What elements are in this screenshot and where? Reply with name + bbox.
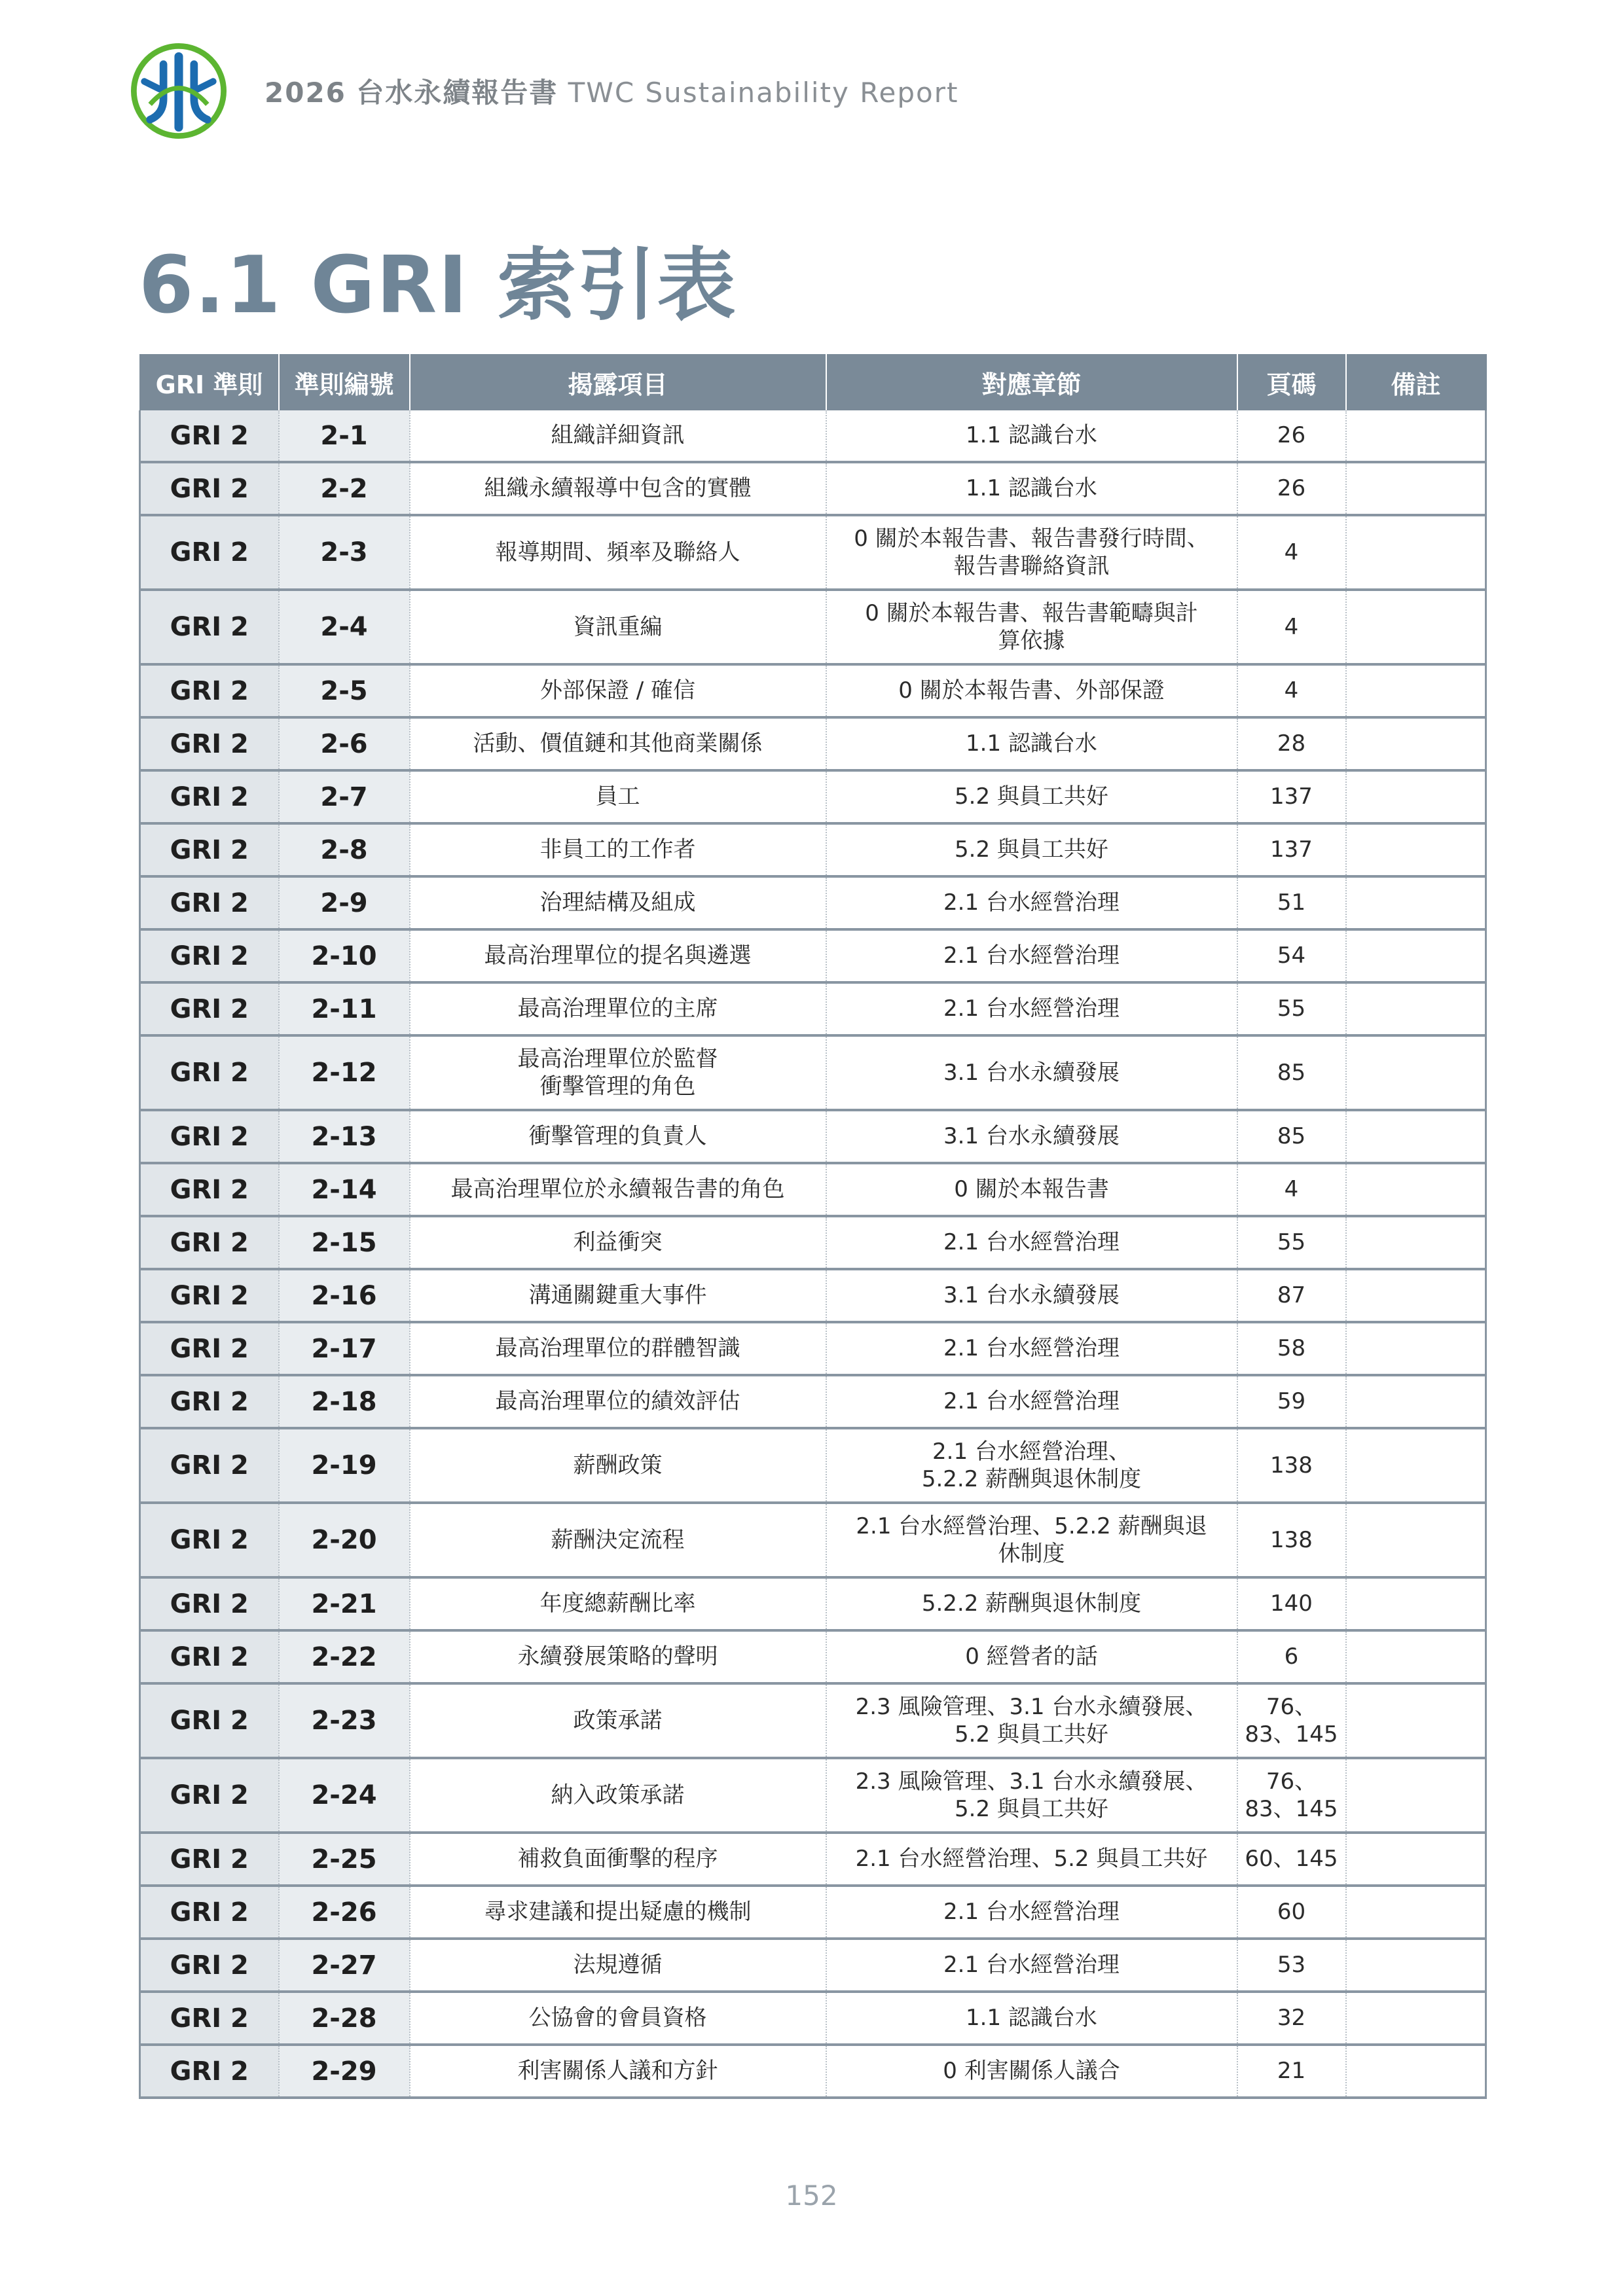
disclosure-cell: 公協會的會員資格 (410, 1992, 826, 2045)
table-row (140, 929, 1486, 982)
gri-standard-cell: GRI 2 (140, 982, 279, 1035)
note-cell (1346, 1630, 1486, 1683)
note-cell (1346, 664, 1486, 717)
standard-number-cell: 2-15 (279, 1216, 410, 1269)
column-header-section: 對應章節 (826, 354, 1237, 410)
page-cell: 32 (1237, 1992, 1346, 2045)
gri-standard-cell: GRI 2 (140, 1035, 279, 1110)
standard-number-cell: 2-29 (279, 2045, 410, 2098)
note-cell (1346, 1503, 1486, 1577)
table-row (140, 664, 1486, 717)
table-row (140, 1035, 1486, 1110)
table-row (140, 1503, 1486, 1577)
disclosure-cell: 衝擊管理的負責人 (410, 1110, 826, 1163)
disclosure-cell: 資訊重編 (410, 590, 826, 664)
disclosure-cell: 最高治理單位於監督 衝擊管理的角色 (410, 1035, 826, 1110)
standard-number-cell: 2-1 (279, 410, 410, 462)
gri-standard-cell: GRI 2 (140, 1375, 279, 1428)
table-row (140, 1833, 1486, 1886)
note-cell (1346, 1992, 1486, 2045)
page-cell: 55 (1237, 982, 1346, 1035)
gri-standard-cell: GRI 2 (140, 590, 279, 664)
standard-number-cell: 2-2 (279, 462, 410, 515)
note-cell (1346, 1163, 1486, 1216)
disclosure-cell: 最高治理單位的主席 (410, 982, 826, 1035)
disclosure-cell: 組織永續報導中包含的實體 (410, 462, 826, 515)
section-cell: 0 關於本報告書、報告書範疇與計 算依據 (826, 590, 1237, 664)
page-cell: 4 (1237, 664, 1346, 717)
section-cell: 1.1 認識台水 (826, 462, 1237, 515)
disclosure-cell: 員工 (410, 770, 826, 823)
section-cell: 3.1 台水永續發展 (826, 1035, 1237, 1110)
note-cell (1346, 1833, 1486, 1886)
note-cell (1346, 1110, 1486, 1163)
standard-number-cell: 2-6 (279, 717, 410, 770)
section-cell: 0 關於本報告書、報告書發行時間、 報告書聯絡資訊 (826, 515, 1237, 590)
table-row (140, 770, 1486, 823)
gri-standard-cell: GRI 2 (140, 1683, 279, 1758)
section-cell: 1.1 認識台水 (826, 410, 1237, 462)
note-cell (1346, 2045, 1486, 2098)
note-cell (1346, 1322, 1486, 1375)
gri-standard-cell: GRI 2 (140, 1269, 279, 1322)
disclosure-cell: 納入政策承諾 (410, 1758, 826, 1833)
gri-standard-cell: GRI 2 (140, 664, 279, 717)
disclosure-cell: 永續發展策略的聲明 (410, 1630, 826, 1683)
section-cell: 5.2 與員工共好 (826, 823, 1237, 876)
standard-number-cell: 2-18 (279, 1375, 410, 1428)
disclosure-cell: 最高治理單位的群體智識 (410, 1322, 826, 1375)
note-cell (1346, 590, 1486, 664)
page-cell: 76、 83、145 (1237, 1683, 1346, 1758)
column-header-page: 頁碼 (1237, 354, 1346, 410)
page-cell: 4 (1237, 590, 1346, 664)
note-cell (1346, 1939, 1486, 1992)
section-cell: 5.2 與員工共好 (826, 770, 1237, 823)
gri-standard-cell: GRI 2 (140, 1428, 279, 1503)
disclosure-cell: 政策承諾 (410, 1683, 826, 1758)
page-cell: 26 (1237, 410, 1346, 462)
note-cell (1346, 1428, 1486, 1503)
standard-number-cell: 2-22 (279, 1630, 410, 1683)
page-cell: 26 (1237, 462, 1346, 515)
page-cell: 60 (1237, 1886, 1346, 1939)
standard-number-cell: 2-26 (279, 1886, 410, 1939)
gri-index-table (139, 354, 1487, 2099)
gri-standard-cell: GRI 2 (140, 1886, 279, 1939)
disclosure-cell: 治理結構及組成 (410, 876, 826, 929)
table-row (140, 2045, 1486, 2098)
section-cell: 2.3 風險管理、3.1 台水永續發展、 5.2 與員工共好 (826, 1758, 1237, 1833)
disclosure-cell: 外部保證 / 確信 (410, 664, 826, 717)
section-cell: 2.1 台水經營治理 (826, 929, 1237, 982)
report-title-en: TWC Sustainability Report (568, 77, 959, 109)
standard-number-cell: 2-12 (279, 1035, 410, 1110)
disclosure-cell: 法規遵循 (410, 1939, 826, 1992)
gri-standard-cell: GRI 2 (140, 1503, 279, 1577)
column-header-note: 備註 (1346, 354, 1486, 410)
table-row (140, 1886, 1486, 1939)
note-cell (1346, 770, 1486, 823)
standard-number-cell: 2-27 (279, 1939, 410, 1992)
gri-standard-cell: GRI 2 (140, 1630, 279, 1683)
section-cell: 2.1 台水經營治理、5.2 與員工共好 (826, 1833, 1237, 1886)
section-cell: 1.1 認識台水 (826, 717, 1237, 770)
page-cell: 76、 83、145 (1237, 1758, 1346, 1833)
table-row (140, 1375, 1486, 1428)
gri-standard-cell: GRI 2 (140, 717, 279, 770)
gri-standard-cell: GRI 2 (140, 1939, 279, 1992)
section-cell: 2.1 台水經營治理 (826, 1375, 1237, 1428)
standard-number-cell: 2-4 (279, 590, 410, 664)
gri-standard-cell: GRI 2 (140, 462, 279, 515)
disclosure-cell: 薪酬政策 (410, 1428, 826, 1503)
section-cell: 5.2.2 薪酬與退休制度 (826, 1577, 1237, 1630)
gri-standard-cell: GRI 2 (140, 1110, 279, 1163)
table-row (140, 1269, 1486, 1322)
note-cell (1346, 982, 1486, 1035)
table-row (140, 1939, 1486, 1992)
note-cell (1346, 1269, 1486, 1322)
table-row (140, 462, 1486, 515)
table-row (140, 410, 1486, 462)
page-cell: 54 (1237, 929, 1346, 982)
table-row (140, 1428, 1486, 1503)
standard-number-cell: 2-8 (279, 823, 410, 876)
disclosure-cell: 年度總薪酬比率 (410, 1577, 826, 1630)
gri-standard-cell: GRI 2 (140, 515, 279, 590)
gri-standard-cell: GRI 2 (140, 1758, 279, 1833)
standard-number-cell: 2-9 (279, 876, 410, 929)
table-row (140, 1758, 1486, 1833)
page-cell: 85 (1237, 1110, 1346, 1163)
disclosure-cell: 利害關係人議和方針 (410, 2045, 826, 2098)
disclosure-cell: 薪酬決定流程 (410, 1503, 826, 1577)
table-row (140, 515, 1486, 590)
standard-number-cell: 2-28 (279, 1992, 410, 2045)
table-row (140, 717, 1486, 770)
section-cell: 0 關於本報告書、外部保證 (826, 664, 1237, 717)
disclosure-cell: 補救負面衝擊的程序 (410, 1833, 826, 1886)
section-cell: 1.1 認識台水 (826, 1992, 1237, 2045)
standard-number-cell: 2-21 (279, 1577, 410, 1630)
note-cell (1346, 1035, 1486, 1110)
note-cell (1346, 876, 1486, 929)
section-cell: 2.3 風險管理、3.1 台水永續發展、 5.2 與員工共好 (826, 1683, 1237, 1758)
page-cell: 58 (1237, 1322, 1346, 1375)
table-row (140, 1577, 1486, 1630)
page-cell: 4 (1237, 515, 1346, 590)
table-row (140, 1110, 1486, 1163)
disclosure-cell: 溝通關鍵重大事件 (410, 1269, 826, 1322)
disclosure-cell: 尋求建議和提出疑慮的機制 (410, 1886, 826, 1939)
gri-standard-cell: GRI 2 (140, 823, 279, 876)
gri-standard-cell: GRI 2 (140, 1833, 279, 1886)
standard-number-cell: 2-25 (279, 1833, 410, 1886)
section-cell: 0 利害關係人議合 (826, 2045, 1237, 2098)
standard-number-cell: 2-10 (279, 929, 410, 982)
table-body (140, 410, 1486, 2098)
disclosure-cell: 最高治理單位的績效評估 (410, 1375, 826, 1428)
note-cell (1346, 1886, 1486, 1939)
standard-number-cell: 2-14 (279, 1163, 410, 1216)
page-number: 152 (785, 2179, 838, 2212)
standard-number-cell: 2-23 (279, 1683, 410, 1758)
page-cell: 137 (1237, 770, 1346, 823)
section-cell: 2.1 台水經營治理 (826, 876, 1237, 929)
report-year: 2026 (264, 77, 346, 109)
table-row (140, 982, 1486, 1035)
table-header-row (140, 354, 1486, 410)
page-cell: 4 (1237, 1163, 1346, 1216)
page-cell: 6 (1237, 1630, 1346, 1683)
page-heading: 6.1 GRI 索引表 (139, 240, 737, 331)
gri-standard-cell: GRI 2 (140, 410, 279, 462)
page-cell: 55 (1237, 1216, 1346, 1269)
report-header (131, 42, 958, 140)
disclosure-cell: 報導期間、頻率及聯絡人 (410, 515, 826, 590)
page-cell: 140 (1237, 1577, 1346, 1630)
table-row (140, 1216, 1486, 1269)
table-row (140, 823, 1486, 876)
column-header-standard-number: 準則編號 (279, 354, 410, 410)
twc-logo (131, 43, 227, 139)
gri-standard-cell: GRI 2 (140, 1577, 279, 1630)
table-row (140, 590, 1486, 664)
page-cell: 137 (1237, 823, 1346, 876)
note-cell (1346, 1683, 1486, 1758)
page-cell: 53 (1237, 1939, 1346, 1992)
column-header-disclosure: 揭露項目 (410, 354, 826, 410)
gri-standard-cell: GRI 2 (140, 1163, 279, 1216)
gri-standard-cell: GRI 2 (140, 770, 279, 823)
note-cell (1346, 823, 1486, 876)
gri-standard-cell: GRI 2 (140, 1216, 279, 1269)
standard-number-cell: 2-17 (279, 1322, 410, 1375)
section-cell: 2.1 台水經營治理 (826, 982, 1237, 1035)
note-cell (1346, 515, 1486, 590)
section-cell: 2.1 台水經營治理、 5.2.2 薪酬與退休制度 (826, 1428, 1237, 1503)
section-cell: 0 關於本報告書 (826, 1163, 1237, 1216)
gri-standard-cell: GRI 2 (140, 929, 279, 982)
disclosure-cell: 非員工的工作者 (410, 823, 826, 876)
standard-number-cell: 2-13 (279, 1110, 410, 1163)
page-cell: 60、145 (1237, 1833, 1346, 1886)
standard-number-cell: 2-16 (279, 1269, 410, 1322)
page-cell: 59 (1237, 1375, 1346, 1428)
note-cell (1346, 1216, 1486, 1269)
section-cell: 2.1 台水經營治理 (826, 1322, 1237, 1375)
note-cell (1346, 1577, 1486, 1630)
column-header-gri-standard: GRI 準則 (140, 354, 279, 410)
page-cell: 138 (1237, 1503, 1346, 1577)
disclosure-cell: 最高治理單位的提名與遴選 (410, 929, 826, 982)
report-title-zh: 台水永續報告書 (356, 77, 558, 109)
section-cell: 2.1 台水經營治理 (826, 1886, 1237, 1939)
gri-standard-cell: GRI 2 (140, 1992, 279, 2045)
note-cell (1346, 717, 1486, 770)
table-row (140, 1630, 1486, 1683)
standard-number-cell: 2-3 (279, 515, 410, 590)
disclosure-cell: 利益衝突 (410, 1216, 826, 1269)
report-title (264, 71, 958, 111)
table-row (140, 876, 1486, 929)
table-row (140, 1163, 1486, 1216)
disclosure-cell: 組織詳細資訊 (410, 410, 826, 462)
table-row (140, 1322, 1486, 1375)
standard-number-cell: 2-20 (279, 1503, 410, 1577)
disclosure-cell: 活動、價值鏈和其他商業關係 (410, 717, 826, 770)
page-cell: 87 (1237, 1269, 1346, 1322)
page-cell: 138 (1237, 1428, 1346, 1503)
gri-standard-cell: GRI 2 (140, 876, 279, 929)
section-cell: 2.1 台水經營治理、5.2.2 薪酬與退 休制度 (826, 1503, 1237, 1577)
page-cell: 51 (1237, 876, 1346, 929)
standard-number-cell: 2-7 (279, 770, 410, 823)
section-cell: 2.1 台水經營治理 (826, 1216, 1237, 1269)
note-cell (1346, 929, 1486, 982)
disclosure-cell: 最高治理單位於永續報告書的角色 (410, 1163, 826, 1216)
section-cell: 2.1 台水經營治理 (826, 1939, 1237, 1992)
standard-number-cell: 2-11 (279, 982, 410, 1035)
standard-number-cell: 2-24 (279, 1758, 410, 1833)
page-cell: 21 (1237, 2045, 1346, 2098)
table-row (140, 1683, 1486, 1758)
section-cell: 3.1 台水永續發展 (826, 1269, 1237, 1322)
note-cell (1346, 1375, 1486, 1428)
note-cell (1346, 410, 1486, 462)
note-cell (1346, 1758, 1486, 1833)
note-cell (1346, 462, 1486, 515)
standard-number-cell: 2-19 (279, 1428, 410, 1503)
page-cell: 85 (1237, 1035, 1346, 1110)
gri-standard-cell: GRI 2 (140, 2045, 279, 2098)
table-row (140, 1992, 1486, 2045)
section-cell: 3.1 台水永續發展 (826, 1110, 1237, 1163)
standard-number-cell: 2-5 (279, 664, 410, 717)
page-cell: 28 (1237, 717, 1346, 770)
gri-standard-cell: GRI 2 (140, 1322, 279, 1375)
section-cell: 0 經營者的話 (826, 1630, 1237, 1683)
